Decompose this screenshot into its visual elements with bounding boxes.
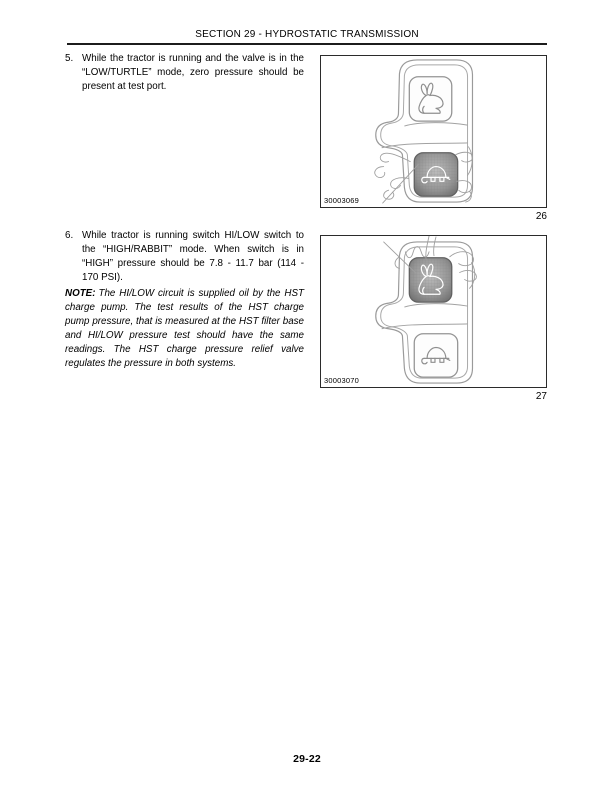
page-number: 29-22 [293, 753, 321, 765]
step-5 [65, 52, 304, 94]
section-header: SECTION 29 - HYDROSTATIC TRANSMISSION [195, 29, 419, 40]
header-rule [67, 43, 547, 45]
rabbit-button [409, 258, 451, 302]
rabbit-button [409, 77, 451, 121]
photo-code: 30003070 [324, 376, 359, 385]
figure-box-27 [320, 235, 547, 388]
figure-number: 27 [535, 391, 547, 402]
hi-low-switch-illustration [321, 236, 546, 387]
note-text: The HI/LOW circuit is supplied oil by the HST charge pump. The test results of the HST charge pump pressure, that is measured at the HST filter base and HI/LOW pressure test should have the same readings. The HST charge pressure relief valve regulates the pressure in both systems. [65, 288, 304, 369]
figure-number: 26 [535, 211, 547, 222]
step-text: While the tractor is running and the valve is in the “LOW/TURTLE” mode, zero pressure should be present at test port. [82, 53, 304, 92]
step-number: 5. [65, 53, 74, 64]
figure-box-26 [320, 55, 547, 208]
turtle-button [414, 334, 457, 377]
step-6 [65, 229, 304, 285]
step-text: While tractor is running switch HI/LOW switch to the “HIGH/RABBIT” mode. When switch is in “HIGH” pressure should be 7.8 - 11.7 bar (114 - 170 PSI). [82, 230, 304, 283]
hi-low-switch-illustration [321, 56, 546, 207]
turtle-button [414, 153, 457, 196]
step-number: 6. [65, 230, 74, 241]
note-paragraph [65, 287, 304, 371]
photo-code: 30003069 [324, 196, 359, 205]
note-label: NOTE: [65, 288, 96, 299]
